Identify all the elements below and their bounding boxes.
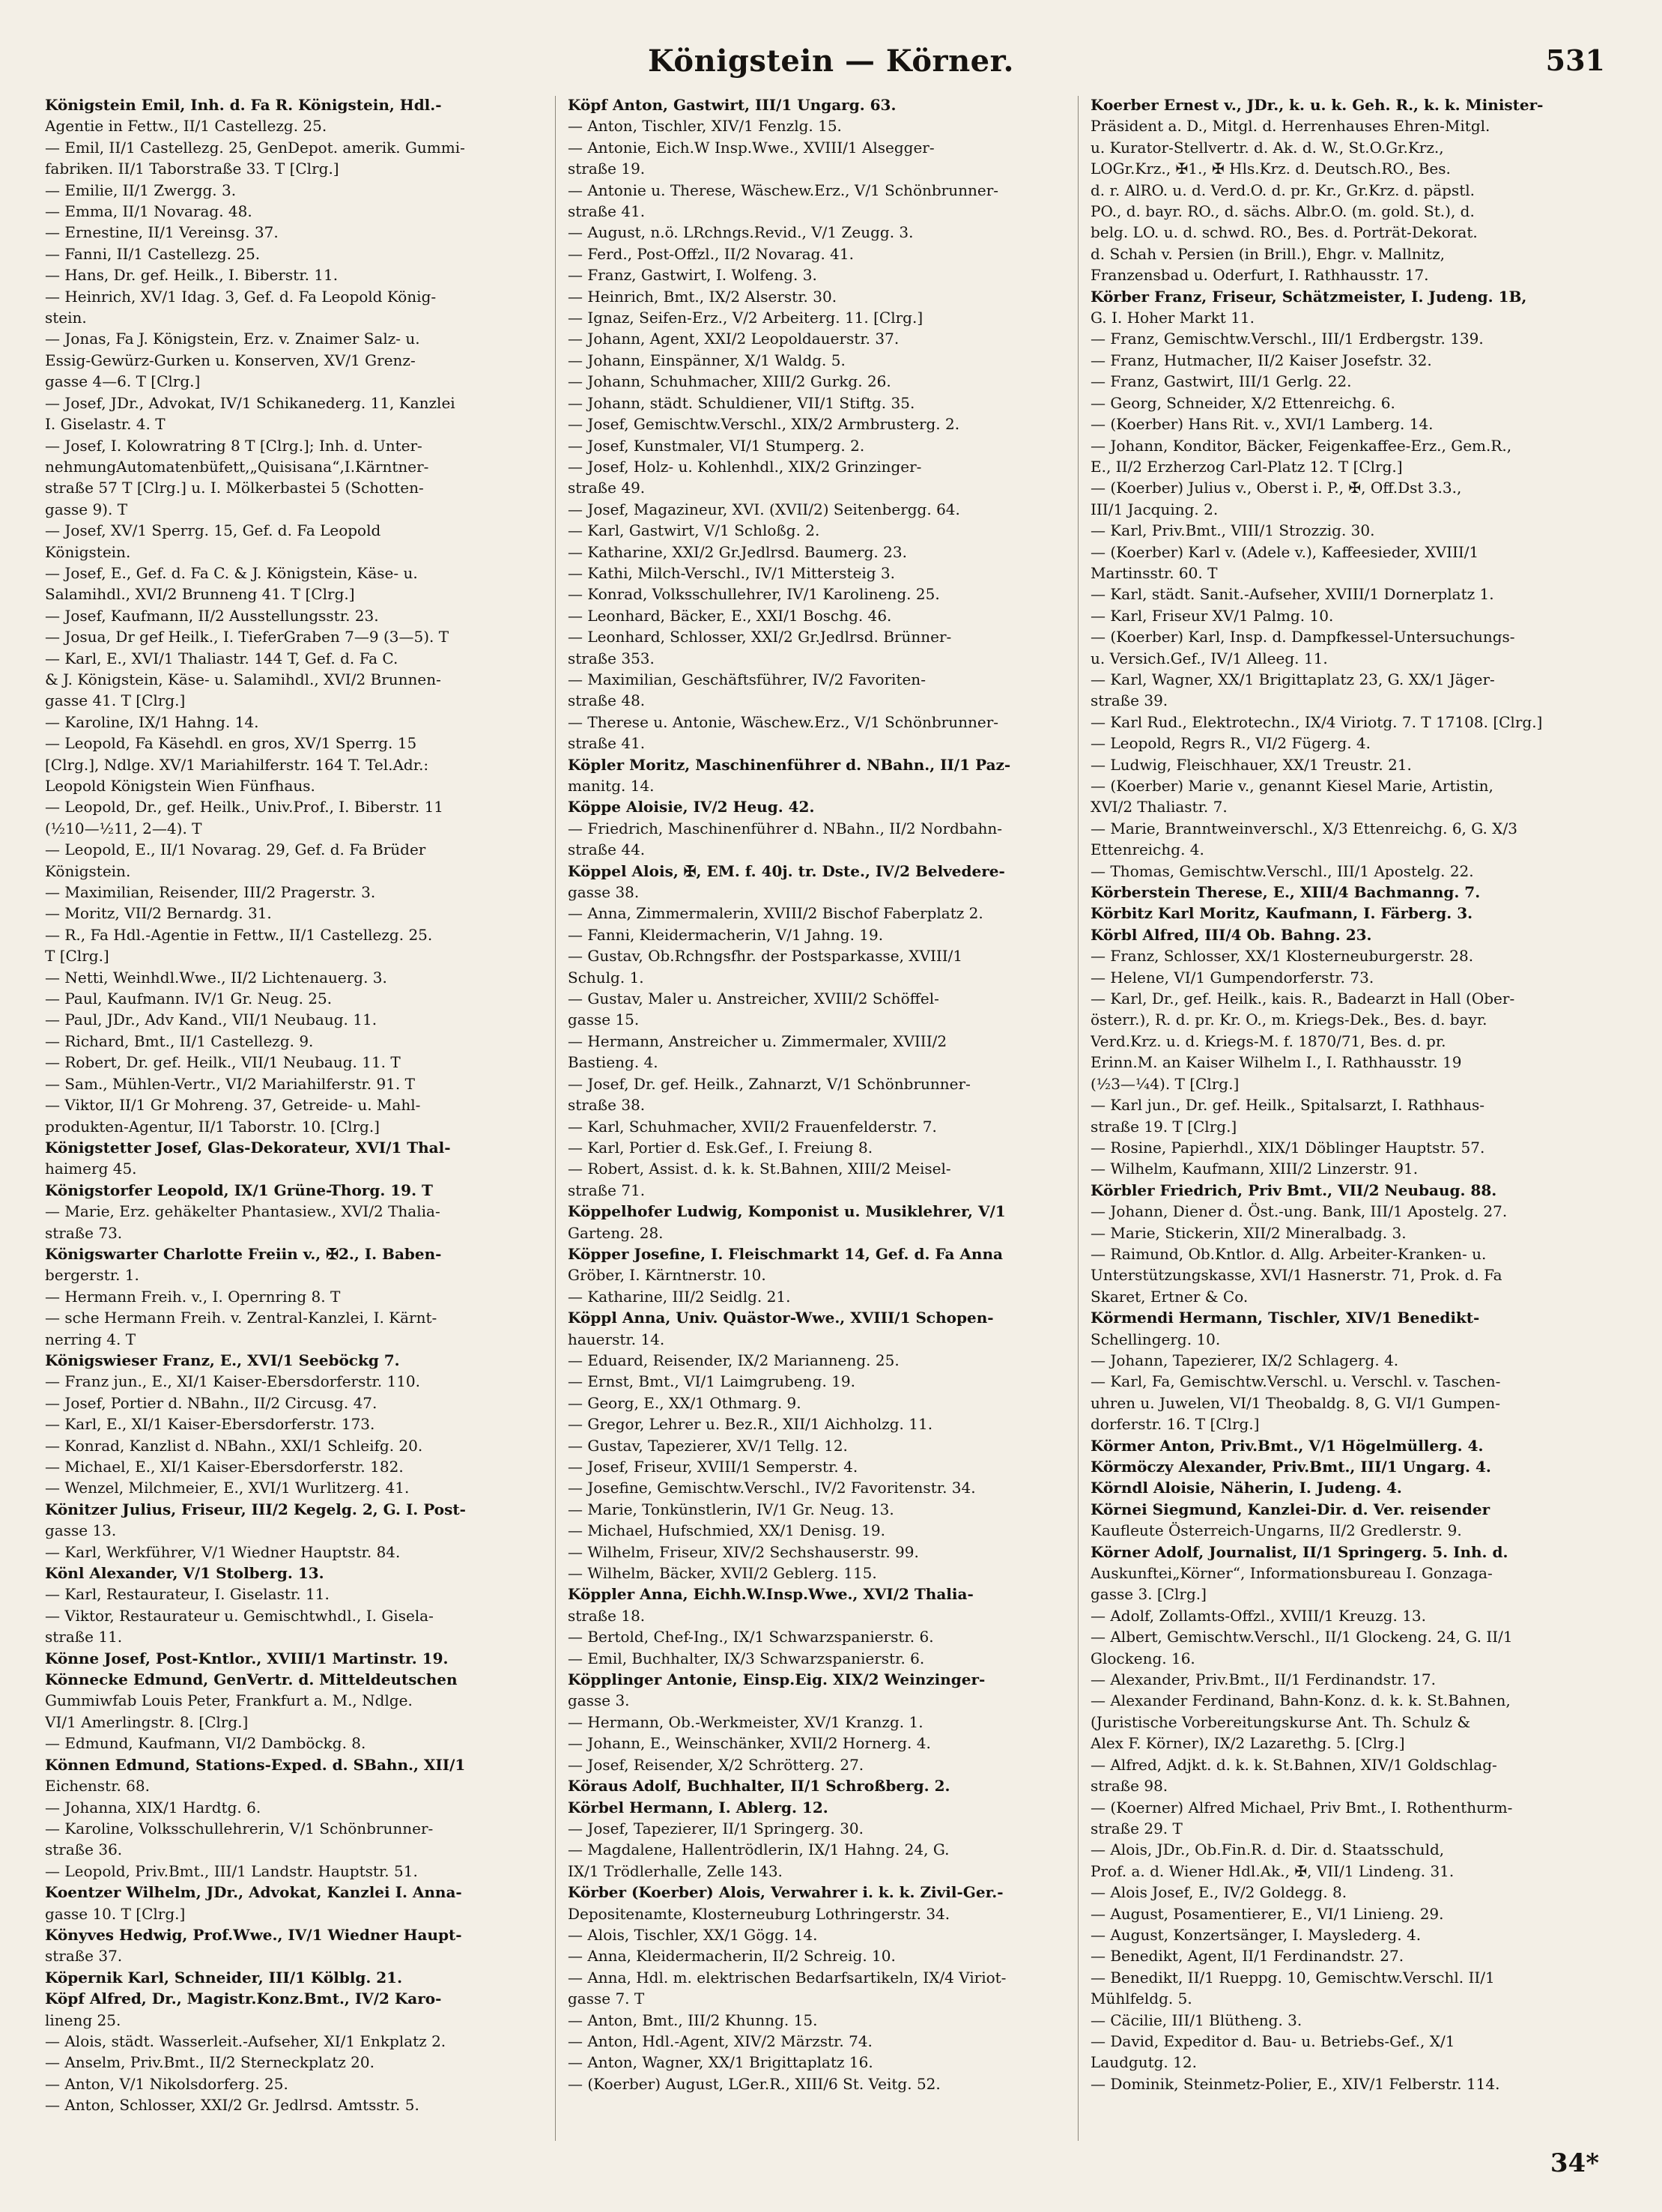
directory-entry: — Franz, Gastwirt, I. Wolfeng. 3. bbox=[568, 266, 817, 285]
directory-entry: — Josef, E., Gef. d. Fa C. & J. Königstein, Käse- u. bbox=[45, 563, 418, 582]
directory-entry: — Karl, Restaurateur, I. Giselastr. 11. bbox=[45, 1585, 330, 1604]
directory-entry: E., II/2 Erzherzog Carl-Platz 12. T [Clrg.] bbox=[1091, 457, 1403, 476]
directory-entry: — Michael, E., XI/1 Kaiser-Ebersdorferstr. 182. bbox=[45, 1458, 404, 1476]
directory-entry: nehmungAutomatenbüfett,„Quisisana“,I.Kärntner- bbox=[45, 457, 429, 476]
directory-entry: — Viktor, Restaurateur u. Gemischtwhdl., I. Gisela- bbox=[45, 1606, 434, 1625]
directory-surname-entry: Königstetter Josef, Glas-Dekorateur, XVI/1 Thal- bbox=[45, 1138, 451, 1157]
directory-entry: — Hermann, Anstreicher u. Zimmermaler, XVIII/2 bbox=[568, 1031, 947, 1050]
directory-entry: — Emma, II/1 Novarag. 48. bbox=[45, 202, 252, 221]
directory-entry: — Hermann, Ob.-Werkmeister, XV/1 Kranzg. 1. bbox=[568, 1712, 923, 1731]
directory-entry: — Therese u. Antonie, Wäschew.Erz., V/1 Schönbrunner- bbox=[568, 712, 999, 731]
directory-surname-entry: Köpernik Karl, Schneider, III/1 Kölblg. 21. bbox=[45, 1968, 403, 1987]
directory-entry: — Johann, Agent, XXI/2 Leopoldauerstr. 37. bbox=[568, 330, 900, 348]
directory-entry: straße 44. bbox=[568, 840, 646, 859]
directory-surname-entry: Körmöczy Alexander, Priv.Bmt., III/1 Ungarg. 4. bbox=[1091, 1458, 1491, 1476]
directory-entry: gasse 10. T [Clrg.] bbox=[45, 1904, 186, 1923]
directory-entry: — Anton, V/1 Nikolsdorferg. 25. bbox=[45, 2074, 288, 2093]
directory-entry: — August, Posamentierer, E., VI/1 Linieng. 29. bbox=[1091, 1904, 1444, 1923]
directory-entry: — (Koerber) Karl v. (Adele v.), Kaffeesieder, XVIII/1 bbox=[1091, 542, 1479, 561]
directory-entry: — Karl, Werkführer, V/1 Wiedner Hauptstr. 84. bbox=[45, 1542, 401, 1561]
directory-entry: Essig-Gewürz-Gurken u. Konserven, XV/1 Grenz- bbox=[45, 351, 416, 369]
directory-entry: — Karl, E., XVI/1 Thaliastr. 144 T, Gef. d. Fa C. bbox=[45, 649, 398, 667]
directory-entry: — Rosine, Papierhdl., XIX/1 Döblinger Hauptstr. 57. bbox=[1091, 1138, 1485, 1157]
directory-entry: — Johann, Konditor, Bäcker, Feigenkaffee-Erz., Gem.R., bbox=[1091, 436, 1512, 455]
directory-surname-entry: Köppelhofer Ludwig, Komponist u. Musiklehrer, V/1 bbox=[568, 1202, 1006, 1221]
directory-entry: — Benedikt, Agent, II/1 Ferdinandstr. 27. bbox=[1091, 1947, 1404, 1966]
directory-entry: Skaret, Ertner & Co. bbox=[1091, 1287, 1249, 1306]
directory-entry: & J. Königstein, Käse- u. Salamihdl., XVI/2 Brunnen- bbox=[45, 670, 441, 688]
directory-surname-entry: Köppel Alois, ✠, EM. f. 40j. tr. Dste., IV/2 Belvedere- bbox=[568, 861, 1005, 880]
directory-entry: — Leopold, Regrs R., VI/2 Fügerg. 4. bbox=[1091, 734, 1371, 753]
directory-entry: Alex F. Körner), IX/2 Lazarethg. 5. [Clrg.] bbox=[1091, 1734, 1405, 1753]
directory-entry: — Paul, JDr., Adv Kand., VII/1 Neubaug. 11. bbox=[45, 1010, 377, 1029]
directory-entry: — Anselm, Priv.Bmt., II/2 Sterneckplatz 20. bbox=[45, 2053, 374, 2072]
directory-surname-entry: Können Edmund, Stations-Exped. d. SBahn., XII/1 bbox=[45, 1755, 466, 1774]
directory-entry: straße 19. bbox=[568, 160, 646, 178]
directory-entry: — Wilhelm, Bäcker, XVII/2 Geblerg. 115. bbox=[568, 1564, 877, 1583]
directory-entry: — Robert, Assist. d. k. k. St.Bahnen, XIII/2 Meisel- bbox=[568, 1160, 951, 1178]
directory-entry: — Gregor, Lehrer u. Bez.R., XII/1 Aichholzg. 11. bbox=[568, 1415, 933, 1434]
directory-entry: — Josef, Magazineur, XVI. (XVII/2) Seitenbergg. 64. bbox=[568, 500, 960, 518]
directory-entry: — Wilhelm, Friseur, XIV/2 Sechshauserstr. 99. bbox=[568, 1542, 919, 1561]
directory-surname-entry: Körmer Anton, Priv.Bmt., V/1 Högelmüllerg. 4. bbox=[1091, 1436, 1484, 1455]
directory-entry: — Hermann Freih. v., I. Opernring 8. T bbox=[45, 1287, 341, 1306]
directory-entry: — Ferd., Post-Offzl., II/2 Novarag. 41. bbox=[568, 244, 854, 263]
directory-entry: — Antonie u. Therese, Wäschew.Erz., V/1 Schönbrunner- bbox=[568, 181, 999, 199]
directory-entry: gasse 3. [Clrg.] bbox=[1091, 1585, 1207, 1604]
directory-surname-entry: Köpf Alfred, Dr., Magistr.Konz.Bmt., IV/2 Karo- bbox=[45, 1990, 442, 2008]
directory-entry: — Franz, Gastwirt, III/1 Gerlg. 22. bbox=[1091, 372, 1352, 391]
directory-entry: gasse 3. bbox=[568, 1691, 630, 1710]
directory-entry: bergerstr. 1. bbox=[45, 1266, 139, 1285]
directory-entry: — R., Fa Hdl.-Agentie in Fettw., II/1 Castellezg. 25. bbox=[45, 925, 433, 944]
directory-surname-entry: Körbitz Karl Moritz, Kaufmann, I. Färberg. 3. bbox=[1091, 904, 1473, 923]
directory-surname-entry: Köpf Anton, Gastwirt, III/1 Ungarg. 63. bbox=[568, 96, 897, 114]
directory-entry: d. r. AlRO. u. d. Verd.O. d. pr. Kr., Gr.Krz. d. päpstl. bbox=[1091, 181, 1475, 199]
directory-entry: — Konrad, Kanzlist d. NBahn., XXI/1 Schleifg. 20. bbox=[45, 1436, 423, 1455]
directory-surname-entry: Köppe Aloisie, IV/2 Heug. 42. bbox=[568, 798, 815, 816]
directory-entry: Auskunftei„Körner“, Informationsbureau I. Gonzaga- bbox=[1091, 1564, 1493, 1583]
directory-entry: G. I. Hoher Markt 11. bbox=[1091, 309, 1255, 327]
page-header bbox=[45, 39, 1617, 91]
directory-surname-entry: Könne Josef, Post-Kntlor., XVIII/1 Martinstr. 19. bbox=[45, 1649, 449, 1667]
directory-surname-entry: Köppl Anna, Univ. Quästor-Wwe., XVIII/1 Schopen- bbox=[568, 1309, 994, 1327]
directory-entry: — (Koerber) Julius v., Oberst i. P., ✠, Off.Dst 3.3., bbox=[1091, 479, 1462, 497]
directory-entry: — Konrad, Volksschullehrer, IV/1 Karolineng. 25. bbox=[568, 585, 940, 604]
directory-entry: — Emil, II/1 Castellezg. 25, GenDepot. amerik. Gummi- bbox=[45, 138, 465, 157]
directory-entry: — Paul, Kaufmann. IV/1 Gr. Neug. 25. bbox=[45, 990, 333, 1008]
directory-entry: — Johann, Tapezierer, IX/2 Schlagerg. 4. bbox=[1091, 1351, 1399, 1369]
directory-entry: Ettenreichg. 4. bbox=[1091, 840, 1204, 859]
directory-entry: lineng 25. bbox=[45, 2011, 121, 2029]
directory-entry: u. Versich.Gef., IV/1 Alleeg. 11. bbox=[1091, 649, 1328, 667]
column-divider bbox=[555, 96, 556, 2141]
directory-entry: — Georg, Schneider, X/2 Ettenreichg. 6. bbox=[1091, 393, 1395, 412]
directory-entry: — Anton, Hdl.-Agent, XIV/2 Märzstr. 74. bbox=[568, 2031, 873, 2050]
directory-entry: Laudgutg. 12. bbox=[1091, 2053, 1197, 2072]
directory-surname-entry: Körner Adolf, Journalist, II/1 Springerg. 5. Inh. d. bbox=[1091, 1542, 1508, 1561]
directory-entry: — Dominik, Steinmetz-Polier, E., XIV/1 Felberstr. 114. bbox=[1091, 2074, 1500, 2093]
directory-entry: — Benedikt, II/1 Rueppg. 10, Gemischtw.Verschl. II/1 bbox=[1091, 1968, 1495, 1987]
page-number: 531 bbox=[1545, 43, 1605, 77]
directory-entry: — Maximilian, Geschäftsführer, IV/2 Favoriten- bbox=[568, 670, 926, 688]
directory-entry: (Juristische Vorbereitungskurse Ant. Th. Schulz & bbox=[1091, 1712, 1471, 1731]
directory-entry: — Anna, Zimmermalerin, XVIII/2 Bischof Faberplatz 2. bbox=[568, 904, 983, 923]
directory-entry: — Karl jun., Dr. gef. Heilk., Spitalsarzt, I. Rathhaus- bbox=[1091, 1096, 1484, 1115]
directory-entry: straße 73. bbox=[45, 1223, 123, 1242]
directory-entry: — Heinrich, XV/1 Idag. 3, Gef. d. Fa Leopold König- bbox=[45, 287, 437, 306]
directory-entry: — Sam., Mühlen-Vertr., VI/2 Mariahilferstr. 91. T bbox=[45, 1074, 415, 1093]
directory-entry: belg. LO. u. d. schwd. RO., Bes. d. Porträt-Dekorat. bbox=[1091, 223, 1478, 242]
directory-entry: — (Koerner) Alfred Michael, Priv Bmt., I. Rothenthurm- bbox=[1091, 1798, 1513, 1816]
directory-entry: VI/1 Amerlingstr. 8. [Clrg.] bbox=[45, 1712, 249, 1731]
directory-entry: III/1 Jacquing. 2. bbox=[1091, 500, 1219, 518]
directory-entry: Mühlfeldg. 5. bbox=[1091, 1990, 1192, 2008]
directory-surname-entry: Köpler Moritz, Maschinenführer d. NBahn., II/1 Paz- bbox=[568, 755, 1011, 774]
directory-entry: Leopold Königstein Wien Fünfhaus. bbox=[45, 777, 315, 795]
directory-entry: — Josef, JDr., Advokat, IV/1 Schikanederg. 11, Kanzlei bbox=[45, 393, 455, 412]
directory-entry: — Georg, E., XX/1 Othmarg. 9. bbox=[568, 1393, 801, 1412]
directory-surname-entry: Könnecke Edmund, GenVertr. d. Mitteldeutschen bbox=[45, 1670, 458, 1689]
directory-surname-entry: Köpplinger Antonie, Einsp.Eig. XIX/2 Weinzinger- bbox=[568, 1670, 986, 1689]
directory-entry: — Josef, Kunstmaler, VI/1 Stumperg. 2. bbox=[568, 436, 865, 455]
directory-entry: Glockeng. 16. bbox=[1091, 1649, 1195, 1667]
directory-entry: nerring 4. T bbox=[45, 1330, 136, 1348]
directory-entry: — Josef, Holz- u. Kohlenhdl., XIX/2 Grinzinger- bbox=[568, 457, 922, 476]
directory-entry: — (Koerber) August, LGer.R., XIII/6 St. Veitg. 52. bbox=[568, 2074, 941, 2093]
directory-entry: — Leopold, Fa Käsehdl. en gros, XV/1 Sperrg. 15 bbox=[45, 734, 417, 753]
directory-entry: — Leopold, E., II/1 Novarag. 29, Gef. d. Fa Brüder bbox=[45, 840, 426, 859]
directory-entry: — Anton, Wagner, XX/1 Brigittaplatz 16. bbox=[568, 2053, 873, 2072]
directory-entry: — Anton, Schlosser, XXI/2 Gr. Jedlrsd. Amtsstr. 5. bbox=[45, 2096, 419, 2115]
directory-entry: — Josef, Gemischtw.Verschl., XIX/2 Armbrusterg. 2. bbox=[568, 415, 960, 434]
directory-entry: — Adolf, Zollamts-Offzl., XVIII/1 Kreuzg. 13. bbox=[1091, 1606, 1427, 1625]
directory-entry: LOGr.Krz., ✠1., ✠ Hls.Krz. d. Deutsch.RO., Bes. bbox=[1091, 160, 1451, 178]
directory-surname-entry: Körmendi Hermann, Tischler, XIV/1 Benedikt- bbox=[1091, 1309, 1480, 1327]
directory-entry: — Karl, Friseur XV/1 Palmg. 10. bbox=[1091, 606, 1334, 625]
directory-entry: — Karl Rud., Elektrotechn., IX/4 Viriotg. 7. T 17108. [Clrg.] bbox=[1091, 712, 1543, 731]
directory-entry: — Fanni, Kleidermacherin, V/1 Jahng. 19. bbox=[568, 925, 884, 944]
column-divider bbox=[1078, 96, 1079, 2141]
directory-entry: — Karl, Fa, Gemischtw.Verschl. u. Verschl. v. Taschen- bbox=[1091, 1372, 1501, 1391]
directory-entry: — (Koerber) Hans Rit. v., XVI/1 Lamberg. 14. bbox=[1091, 415, 1434, 434]
directory-entry: — (Koerber) Karl, Insp. d. Dampfkessel-Untersuchungs- bbox=[1091, 628, 1515, 646]
directory-entry: — Heinrich, Bmt., IX/2 Alserstr. 30. bbox=[568, 287, 837, 306]
directory-entry: — Josef, I. Kolowratring 8 T [Clrg.]; Inh. d. Unter- bbox=[45, 436, 422, 455]
directory-entry: — Johann, Einspänner, X/1 Waldg. 5. bbox=[568, 351, 846, 369]
directory-entry: Gummiwfab Louis Peter, Frankfurt a. M., Ndlge. bbox=[45, 1691, 413, 1710]
directory-entry: — Karl, Gastwirt, V/1 Schloßg. 2. bbox=[568, 521, 820, 540]
directory-entry: — Anna, Kleidermacherin, II/2 Schreig. 10. bbox=[568, 1947, 896, 1966]
directory-entry: — Karoline, Volksschullehrerin, V/1 Schönbrunner- bbox=[45, 1819, 434, 1837]
directory-entry: — Jonas, Fa J. Königstein, Erz. v. Znaimer Salz- u. bbox=[45, 330, 420, 348]
directory-entry: Agentie in Fettw., II/1 Castellezg. 25. bbox=[45, 117, 327, 136]
directory-entry: Präsident a. D., Mitgl. d. Herrenhauses Ehren-Mitgl. bbox=[1091, 117, 1490, 136]
directory-surname-entry: Körnei Siegmund, Kanzlei-Dir. d. Ver. reisender bbox=[1091, 1500, 1490, 1518]
directory-entry: — Josefine, Gemischtw.Verschl., IV/2 Favoritenstr. 34. bbox=[568, 1479, 976, 1497]
directory-entry: — Karl, Priv.Bmt., VIII/1 Strozzig. 30. bbox=[1091, 521, 1375, 540]
directory-entry: Schellingerg. 10. bbox=[1091, 1330, 1221, 1348]
directory-columns bbox=[45, 96, 1588, 2141]
column-2 bbox=[568, 96, 1065, 2141]
directory-entry: — Albert, Gemischtw.Verschl., II/1 Glockeng. 24, G. II/1 bbox=[1091, 1628, 1513, 1646]
directory-entry: Franzensbad u. Oderfurt, I. Rathhausstr. 17. bbox=[1091, 266, 1429, 285]
directory-entry: straße 18. bbox=[568, 1606, 646, 1625]
directory-entry: PO., d. bayr. RO., d. sächs. Albr.O. (m. gold. St.), d. bbox=[1091, 202, 1475, 221]
directory-entry: — Leonhard, Bäcker, E., XXI/1 Boschg. 46. bbox=[568, 606, 892, 625]
directory-surname-entry: Könitzer Julius, Friseur, III/2 Kegelg. 2, G. I. Post- bbox=[45, 1500, 466, 1518]
directory-entry: gasse 9). T bbox=[45, 500, 128, 518]
directory-surname-entry: Körbel Hermann, I. Ablerg. 12. bbox=[568, 1798, 828, 1816]
directory-entry: — Josua, Dr gef Heilk., I. TieferGraben 7—9 (3—5). T bbox=[45, 628, 449, 646]
directory-surname-entry: Körbler Friedrich, Priv Bmt., VII/2 Neubaug. 88. bbox=[1091, 1181, 1497, 1199]
directory-entry: Erinn.M. an Kaiser Wilhelm I., I. Rathhausstr. 19 bbox=[1091, 1053, 1462, 1072]
directory-entry: gasse 4—6. T [Clrg.] bbox=[45, 372, 201, 391]
directory-entry: hauerstr. 14. bbox=[568, 1330, 665, 1348]
directory-entry: — Franz, Gemischtw.Verschl., III/1 Erdbergstr. 139. bbox=[1091, 330, 1484, 348]
directory-surname-entry: Königstorfer Leopold, IX/1 Grüne-Thorg. 19. T bbox=[45, 1181, 433, 1199]
directory-entry: — Josef, Portier d. NBahn., II/2 Circusg. 47. bbox=[45, 1393, 377, 1412]
directory-entry: — Cäcilie, III/1 Blütheng. 3. bbox=[1091, 2011, 1302, 2029]
directory-entry: — Maximilian, Reisender, III/2 Pragerstr. 3. bbox=[45, 883, 376, 902]
directory-entry: — Ernestine, II/1 Vereinsg. 37. bbox=[45, 223, 279, 242]
directory-entry: I. Giselastr. 4. T bbox=[45, 415, 166, 434]
directory-entry: — August, n.ö. LRchngs.Revid., V/1 Zeugg. 3. bbox=[568, 223, 914, 242]
directory-entry: (½10—½11, 2—4). T bbox=[45, 819, 202, 837]
directory-surname-entry: Köraus Adolf, Buchhalter, II/1 Schroßberg. 2. bbox=[568, 1777, 950, 1796]
directory-entry: Depositenamte, Klosterneuburg Lothringerstr. 34. bbox=[568, 1904, 950, 1923]
directory-entry: XVI/2 Thaliastr. 7. bbox=[1091, 798, 1228, 816]
signature-mark: 34* bbox=[1550, 2148, 1599, 2178]
directory-entry: Bastieng. 4. bbox=[568, 1053, 658, 1072]
directory-entry: straße 71. bbox=[568, 1181, 646, 1199]
directory-surname-entry: Köppler Anna, Eichh.W.Insp.Wwe., XVI/2 Thalia- bbox=[568, 1585, 974, 1604]
directory-entry: — Edmund, Kaufmann, VI/2 Damböckg. 8. bbox=[45, 1734, 366, 1753]
directory-entry: — Alexander, Priv.Bmt., II/1 Ferdinandstr. 17. bbox=[1091, 1670, 1436, 1689]
directory-entry: — Moritz, VII/2 Bernardg. 31. bbox=[45, 904, 272, 923]
directory-entry: — Josef, XV/1 Sperrg. 15, Gef. d. Fa Leopold bbox=[45, 521, 381, 540]
directory-entry: — Alfred, Adjkt. d. k. k. St.Bahnen, XIV/1 Goldschlag- bbox=[1091, 1755, 1497, 1774]
directory-entry: — Kathi, Milch-Verschl., IV/1 Mittersteig 3. bbox=[568, 563, 896, 582]
directory-entry: Salamihdl., XVI/2 Brunneng 41. T [Clrg.] bbox=[45, 585, 355, 604]
directory-entry: — Leopold, Priv.Bmt., III/1 Landstr. Hauptstr. 51. bbox=[45, 1861, 418, 1880]
directory-entry: — Karl, städt. Sanit.-Aufseher, XVIII/1 Dornerplatz 1. bbox=[1091, 585, 1494, 604]
directory-entry: stein. bbox=[45, 309, 87, 327]
directory-entry: straße 98. bbox=[1091, 1777, 1168, 1796]
directory-entry: straße 36. bbox=[45, 1840, 123, 1859]
directory-entry: — Karl, E., XI/1 Kaiser-Ebersdorferstr. 173. bbox=[45, 1415, 375, 1434]
column-1 bbox=[45, 96, 542, 2141]
directory-entry: — Leonhard, Schlosser, XXI/2 Gr.Jedlrsd. Brünner- bbox=[568, 628, 952, 646]
directory-entry: — Ignaz, Seifen-Erz., V/2 Arbeiterg. 11. [Clrg.] bbox=[568, 309, 923, 327]
directory-entry: — Anton, Tischler, XIV/1 Fenzlg. 15. bbox=[568, 117, 842, 136]
directory-entry: — Franz, Hutmacher, II/2 Kaiser Josefstr. 32. bbox=[1091, 351, 1432, 369]
directory-entry: straße 57 T [Clrg.] u. I. Mölkerbastei 5 (Schotten- bbox=[45, 479, 424, 497]
directory-entry: — Hans, Dr. gef. Heilk., I. Biberstr. 11. bbox=[45, 266, 339, 285]
directory-entry: Garteng. 28. bbox=[568, 1223, 664, 1242]
directory-entry: — Alois, städt. Wasserleit.-Aufseher, XI/1 Enkplatz 2. bbox=[45, 2031, 446, 2050]
directory-entry: straße 353. bbox=[568, 649, 655, 667]
directory-entry: uhren u. Juwelen, VI/1 Theobaldg. 8, G. VI/1 Gumpen- bbox=[1091, 1393, 1501, 1412]
directory-entry: — Karl, Dr., gef. Heilk., kais. R., Badearzt in Hall (Ober- bbox=[1091, 990, 1515, 1008]
directory-entry: [Clrg.], Ndlge. XV/1 Mariahilferstr. 164 T. Tel.Adr.: bbox=[45, 755, 429, 774]
directory-entry: straße 41. bbox=[568, 202, 646, 221]
directory-entry: — Alois, Tischler, XX/1 Gögg. 14. bbox=[568, 1925, 818, 1944]
running-head: Königstein — Körner. bbox=[648, 43, 1014, 79]
directory-entry: gasse 7. T bbox=[568, 1990, 645, 2008]
directory-entry: Königstein. bbox=[45, 861, 131, 880]
directory-surname-entry: Köpper Josefine, I. Fleischmarkt 14, Gef. d. Fa Anna bbox=[568, 1244, 1003, 1263]
directory-entry: — Helene, VI/1 Gumpendorferstr. 73. bbox=[1091, 968, 1374, 987]
directory-entry: — Ernst, Bmt., VI/1 Laimgrubeng. 19. bbox=[568, 1372, 856, 1391]
directory-entry: haimerg 45. bbox=[45, 1160, 137, 1178]
directory-entry: straße 48. bbox=[568, 691, 646, 710]
directory-entry: Schulg. 1. bbox=[568, 968, 644, 987]
directory-entry: straße 29. T bbox=[1091, 1819, 1183, 1837]
directory-entry: — sche Hermann Freih. v. Zentral-Kanzlei, I. Kärnt- bbox=[45, 1309, 437, 1327]
directory-entry: — Emil, Buchhalter, IX/3 Schwarzspanierstr. 6. bbox=[568, 1649, 925, 1667]
directory-entry: — Johann, Diener d. Öst.-ung. Bank, III/1 Apostelg. 27. bbox=[1091, 1202, 1508, 1221]
directory-entry: — Eduard, Reisender, IX/2 Marianneng. 25. bbox=[568, 1351, 900, 1369]
directory-entry: (½3—¼4). T [Clrg.] bbox=[1091, 1074, 1240, 1093]
directory-entry: — Katharine, XXI/2 Gr.Jedlrsd. Baumerg. 23. bbox=[568, 542, 907, 561]
directory-entry: — Josef, Dr. gef. Heilk., Zahnarzt, V/1 Schönbrunner- bbox=[568, 1074, 971, 1093]
directory-entry: — Anton, Bmt., III/2 Khunng. 15. bbox=[568, 2011, 818, 2029]
directory-entry: Verd.Krz. u. d. Kriegs-M. f. 1870/71, Bes. d. pr. bbox=[1091, 1031, 1446, 1050]
directory-entry: gasse 15. bbox=[568, 1010, 640, 1029]
directory-entry: — Thomas, Gemischtw.Verschl., III/1 Apostelg. 22. bbox=[1091, 861, 1474, 880]
directory-entry: — Katharine, III/2 Seidlg. 21. bbox=[568, 1287, 791, 1306]
directory-entry: — Gustav, Maler u. Anstreicher, XVIII/2 Schöffel- bbox=[568, 990, 939, 1008]
directory-entry: — Richard, Bmt., II/1 Castellezg. 9. bbox=[45, 1031, 314, 1050]
directory-entry: — Leopold, Dr., gef. Heilk., Univ.Prof., I. Biberstr. 11 bbox=[45, 798, 444, 816]
directory-entry: — Marie, Erz. gehäkelter Phantasiew., XVI/2 Thalia- bbox=[45, 1202, 440, 1221]
directory-entry: — Anna, Hdl. m. elektrischen Bedarfsartikeln, IX/4 Viriot- bbox=[568, 1968, 1007, 1987]
directory-entry: straße 37. bbox=[45, 1947, 123, 1966]
directory-entry: — Alois, JDr., Ob.Fin.R. d. Dir. d. Staatsschuld, bbox=[1091, 1840, 1445, 1859]
column-3 bbox=[1091, 96, 1588, 2141]
directory-entry: gasse 41. T [Clrg.] bbox=[45, 691, 186, 710]
directory-entry: Gröber, I. Kärntnerstr. 10. bbox=[568, 1266, 766, 1285]
directory-entry: — Gustav, Ob.Rchngsfhr. der Postsparkasse, XVIII/1 bbox=[568, 947, 963, 966]
directory-entry: Unterstützungskasse, XVI/1 Hasnerstr. 71, Prok. d. Fa bbox=[1091, 1266, 1502, 1285]
directory-entry: — David, Expeditor d. Bau- u. Betriebs-Gef., X/1 bbox=[1091, 2031, 1455, 2050]
directory-entry: — Emilie, II/1 Zwergg. 3. bbox=[45, 181, 237, 199]
directory-entry: dorferstr. 16. T [Clrg.] bbox=[1091, 1415, 1260, 1434]
directory-entry: — Magdalene, Hallentrödlerin, IX/1 Hahng. 24, G. bbox=[568, 1840, 950, 1859]
directory-surname-entry: Körber Franz, Friseur, Schätzmeister, I. Judeng. 1B, bbox=[1091, 287, 1527, 306]
directory-entry: — Ludwig, Fleischhauer, XX/1 Treustr. 21. bbox=[1091, 755, 1412, 774]
directory-entry: produkten-Agentur, II/1 Taborstr. 10. [Clrg.] bbox=[45, 1117, 380, 1136]
directory-entry: — Friedrich, Maschinenführer d. NBahn., II/2 Nordbahn- bbox=[568, 819, 1003, 837]
directory-entry: straße 49. bbox=[568, 479, 646, 497]
directory-entry: — Michael, Hufschmied, XX/1 Denisg. 19. bbox=[568, 1521, 886, 1540]
directory-entry: — Alexander Ferdinand, Bahn-Konz. d. k. k. St.Bahnen, bbox=[1091, 1691, 1511, 1710]
directory-entry: IX/1 Trödlerhalle, Zelle 143. bbox=[568, 1861, 783, 1880]
directory-entry: straße 41. bbox=[568, 734, 646, 753]
directory-entry: gasse 13. bbox=[45, 1521, 117, 1540]
directory-entry: — Franz, Schlosser, XX/1 Klosterneuburgerstr. 28. bbox=[1091, 947, 1474, 966]
directory-entry: straße 38. bbox=[568, 1096, 646, 1115]
directory-entry: — Raimund, Ob.Kntlor. d. Allg. Arbeiter-Kranken- u. bbox=[1091, 1244, 1487, 1263]
directory-entry: — Johann, städt. Schuldiener, VII/1 Stiftg. 35. bbox=[568, 393, 915, 412]
directory-entry: — Netti, Weinhdl.Wwe., II/2 Lichtenauerg. 3. bbox=[45, 968, 387, 987]
directory-entry: — Johann, Schuhmacher, XIII/2 Gurkg. 26. bbox=[568, 372, 891, 391]
directory-entry: — Josef, Friseur, XVIII/1 Semperstr. 4. bbox=[568, 1458, 858, 1476]
directory-surname-entry: Könl Alexander, V/1 Stolberg. 13. bbox=[45, 1564, 324, 1583]
directory-entry: — Marie, Stickerin, XII/2 Mineralbadg. 3. bbox=[1091, 1223, 1407, 1242]
directory-entry: — Bertold, Chef-Ing., IX/1 Schwarzspanierstr. 6. bbox=[568, 1628, 934, 1646]
directory-entry: — Wenzel, Milchmeier, E., XVI/1 Wurlitzerg. 41. bbox=[45, 1479, 410, 1497]
directory-surname-entry: Königswieser Franz, E., XVI/1 Seeböckg 7. bbox=[45, 1351, 400, 1369]
directory-entry: — Fanni, II/1 Castellezg. 25. bbox=[45, 244, 261, 263]
directory-entry: — Marie, Tonkünstlerin, IV/1 Gr. Neug. 13. bbox=[568, 1500, 894, 1518]
directory-entry: Kaufleute Österreich-Ungarns, II/2 Gredlerstr. 9. bbox=[1091, 1521, 1462, 1540]
directory-entry: fabriken. II/1 Taborstraße 33. T [Clrg.] bbox=[45, 160, 339, 178]
directory-entry: — Viktor, II/1 Gr Mohreng. 37, Getreide- u. Mahl- bbox=[45, 1096, 421, 1115]
directory-entry: gasse 38. bbox=[568, 883, 640, 902]
directory-surname-entry: Königstein Emil, Inh. d. Fa R. Königstein, Hdl.- bbox=[45, 96, 442, 114]
directory-surname-entry: Könyves Hedwig, Prof.Wwe., IV/1 Wiedner Haupt- bbox=[45, 1925, 462, 1944]
directory-entry: — Josef, Kaufmann, II/2 Ausstellungsstr. 23. bbox=[45, 606, 379, 625]
directory-entry: u. Kurator-Stellvertr. d. Ak. d. W., St.O.Gr.Krz., bbox=[1091, 138, 1444, 157]
directory-entry: — Josef, Tapezierer, II/1 Springerg. 30. bbox=[568, 1819, 864, 1837]
directory-entry: — Josef, Reisender, X/2 Schrötterg. 27. bbox=[568, 1755, 864, 1774]
directory-entry: Martinsstr. 60. T bbox=[1091, 563, 1218, 582]
directory-surname-entry: Körbl Alfred, III/4 Ob. Bahng. 23. bbox=[1091, 925, 1372, 944]
directory-entry: — Gustav, Tapezierer, XV/1 Tellg. 12. bbox=[568, 1436, 848, 1455]
directory-entry: Eichenstr. 68. bbox=[45, 1777, 150, 1796]
directory-entry: — Karl, Wagner, XX/1 Brigittaplatz 23, G. XX/1 Jäger- bbox=[1091, 670, 1495, 688]
directory-entry: — Wilhelm, Kaufmann, XIII/2 Linzerstr. 91. bbox=[1091, 1160, 1419, 1178]
directory-entry: — Franz jun., E., XI/1 Kaiser-Ebersdorferstr. 110. bbox=[45, 1372, 421, 1391]
directory-entry: Königstein. bbox=[45, 542, 131, 561]
directory-entry: — Johann, E., Weinschänker, XVII/2 Hornerg. 4. bbox=[568, 1734, 931, 1753]
directory-entry: — Johanna, XIX/1 Hardtg. 6. bbox=[45, 1798, 261, 1816]
directory-entry: — August, Konzertsänger, I. Mayslederg. 4. bbox=[1091, 1925, 1422, 1944]
directory-entry: manitg. 14. bbox=[568, 777, 655, 795]
directory-entry: österr.), R. d. pr. Kr. O., m. Kriegs-Dek., Bes. d. bayr. bbox=[1091, 1010, 1487, 1029]
directory-entry: — Robert, Dr. gef. Heilk., VII/1 Neubaug. 11. T bbox=[45, 1053, 401, 1072]
directory-entry: — Alois Josef, E., IV/2 Goldegg. 8. bbox=[1091, 1883, 1347, 1902]
directory-entry: — Antonie, Eich.W Insp.Wwe., XVIII/1 Alsegger- bbox=[568, 138, 935, 157]
directory-entry: d. Schah v. Persien (in Brill.), Ehgr. v. Mallnitz, bbox=[1091, 244, 1445, 263]
directory-entry: — (Koerber) Marie v., genannt Kiesel Marie, Artistin, bbox=[1091, 777, 1493, 795]
directory-entry: T [Clrg.] bbox=[45, 947, 109, 966]
directory-surname-entry: Königswarter Charlotte Freiin v., ✠2., I. Baben- bbox=[45, 1244, 442, 1263]
directory-entry: Prof. a. d. Wiener Hdl.Ak., ✠, VII/1 Lindeng. 31. bbox=[1091, 1861, 1455, 1880]
directory-entry: straße 11. bbox=[45, 1628, 123, 1646]
directory-entry: — Karoline, IX/1 Hahng. 14. bbox=[45, 712, 259, 731]
directory-surname-entry: Körberstein Therese, E., XIII/4 Bachmanng. 7. bbox=[1091, 883, 1481, 902]
directory-entry: straße 19. T [Clrg.] bbox=[1091, 1117, 1237, 1136]
directory-surname-entry: Koerber Ernest v., JDr., k. u. k. Geh. R., k. k. Minister- bbox=[1091, 96, 1544, 114]
directory-entry: straße 39. bbox=[1091, 691, 1168, 710]
directory-entry: — Karl, Schuhmacher, XVII/2 Frauenfelderstr. 7. bbox=[568, 1117, 937, 1136]
directory-entry: — Marie, Branntweinverschl., X/3 Ettenreichg. 6, G. X/3 bbox=[1091, 819, 1517, 837]
directory-surname-entry: Körber (Koerber) Alois, Verwahrer i. k. k. Zivil-Ger.- bbox=[568, 1883, 1004, 1902]
directory-surname-entry: Körndl Aloisie, Näherin, I. Judeng. 4. bbox=[1091, 1479, 1402, 1497]
directory-entry: — Karl, Portier d. Esk.Gef., I. Freiung 8. bbox=[568, 1138, 873, 1157]
directory-surname-entry: Koentzer Wilhelm, JDr., Advokat, Kanzlei I. Anna- bbox=[45, 1883, 462, 1902]
